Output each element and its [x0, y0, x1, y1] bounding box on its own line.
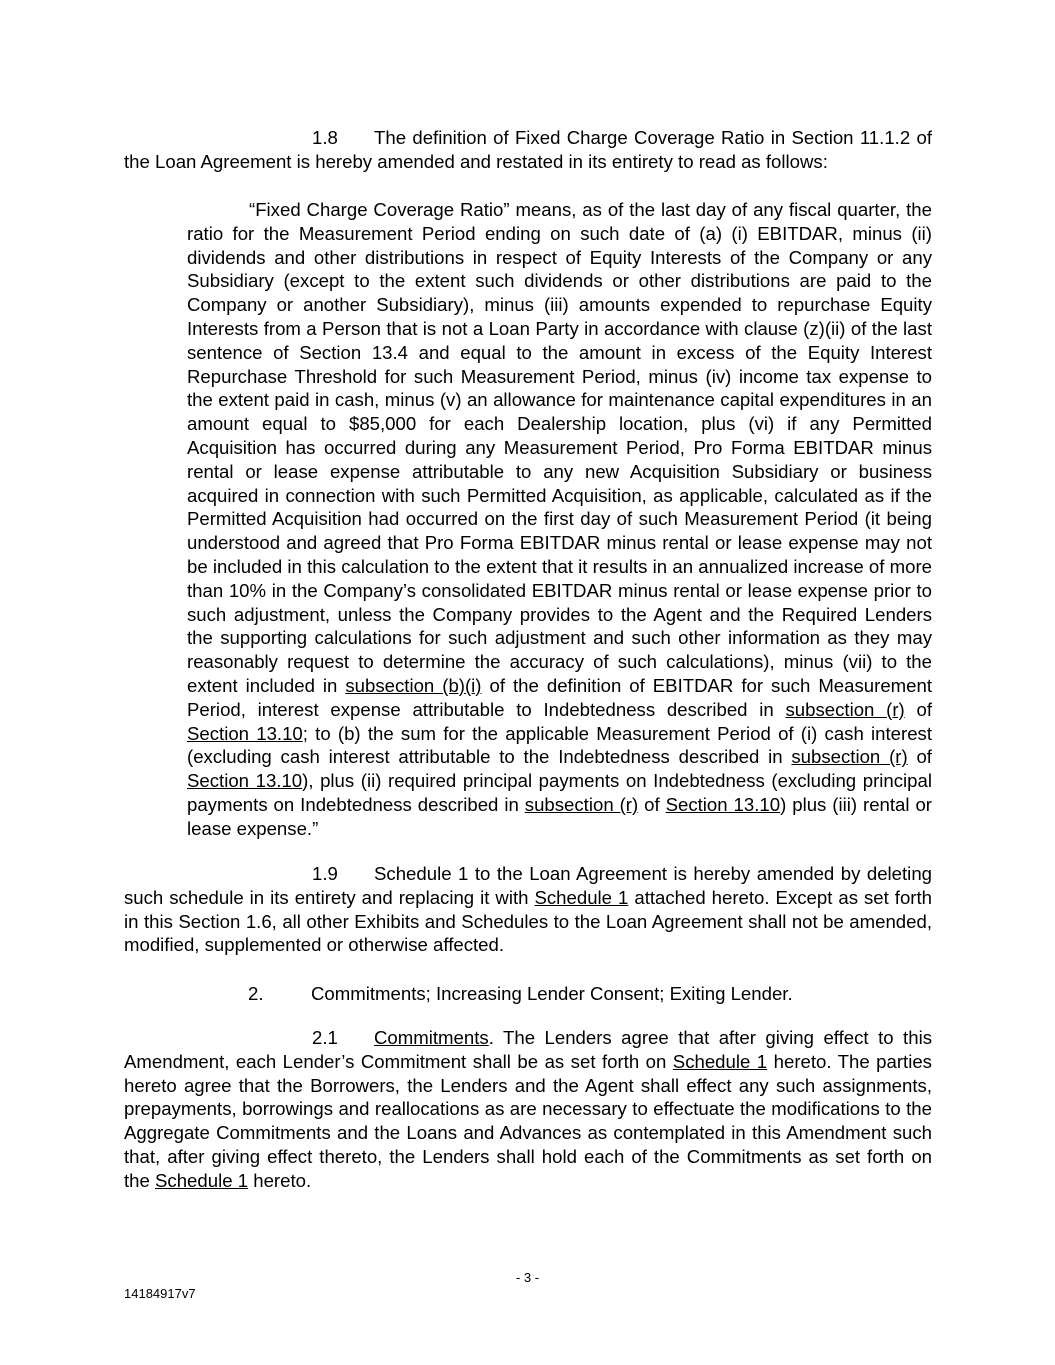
- document-id: 14184917v7: [124, 1286, 196, 1301]
- defined-term: “Fixed Charge Coverage Ratio”: [249, 199, 510, 220]
- section-1-8-paragraph: [124, 126, 932, 174]
- section-title: Commitments; Increasing Lender Consent; Exiting Lender.: [311, 983, 793, 1004]
- cross-reference: subsection (r): [791, 746, 908, 768]
- definition-text: ) plus (iii) rental or lease expense.”: [187, 793, 932, 839]
- paragraph-text: attached hereto. Except as set forth in this Section 1.6, all other Exhibits and Schedules to the Loan Agreement shall not be amended, modified, supplemented or otherwise affected.: [124, 886, 932, 956]
- paragraph-text: The definition of Fixed Charge Coverage Ratio in Section 11.1.2 of the Loan Agreement is hereby amended and restated in its entirety to read as follows:: [124, 127, 932, 172]
- paragraph-text: hereto.: [248, 1169, 312, 1191]
- section-number: 2.1: [312, 1027, 338, 1048]
- cross-reference: Section 13.10: [187, 770, 303, 792]
- paragraph-text: . The Lenders agree that after giving effect to this Amendment, each Lender’s Commitment shall be as set forth on: [124, 1027, 932, 1072]
- section-number: 1.9: [312, 863, 338, 884]
- cross-reference: subsection (b)(i): [345, 674, 482, 696]
- cross-reference: Schedule 1: [672, 1050, 768, 1072]
- definition-text: of the definition of EBITDAR for such Measurement Period, interest expense attributable to Indebtedness described in: [187, 674, 932, 720]
- definition-text: ; to (b) the sum for the applicable Measurement Period of (i) cash interest (excluding cash interest attributable to the Indebtedness described in: [187, 722, 933, 768]
- cross-reference: Schedule 1: [534, 886, 629, 908]
- paragraph-text: hereto. The parties hereto agree that the Borrowers, the Lenders and the Agent shall effect any such assignments, prepayments, borrowings and reallocations as are necessary to effectuate the modifications to the Aggregate Commitments and the Loans and Advances as contemplated in this Amendment such that, after giving effect thereto, the Lenders shall hold each of the Commitments as set forth on the: [124, 1050, 932, 1191]
- section-2-heading: [248, 982, 793, 1006]
- section-heading: Commitments: [374, 1027, 489, 1048]
- cross-reference: subsection (r): [785, 698, 905, 720]
- fixed-charge-coverage-definition: [187, 198, 932, 841]
- page-number: - 3 -: [515, 1270, 540, 1285]
- cross-reference: Section 13.10: [665, 793, 781, 815]
- paragraph-text: Schedule 1 to the Loan Agreement is hereby amended by deleting such schedule in its entirety and replacing it with: [124, 863, 932, 908]
- cross-reference: subsection (r): [524, 793, 639, 815]
- definition-text: of: [638, 793, 666, 815]
- section-2-1-paragraph: [124, 1026, 932, 1193]
- definition-text: means, as of the last day of any fiscal quarter, the ratio for the Measurement Period ending on such date of (a) (i) EBITDAR, minus (ii) dividends and other distributions in respect of Equity Interests of the Company or any Subsidiary (except to the extent such dividends or other distributions are paid to the Company or another Subsidiary), minus (iii) amounts expended to repurchase Equity Interests from a Person that is not a Loan Party in accordance with clause (z)(ii) of the last sentence of Section 13.4 and equal to the amount in excess of the Equity Interest Repurchase Threshold for such Measurement Period, minus (iv) income tax expense to the extent paid in cash, minus (v) an allowance for maintenance capital expenditures in an amount equal to $85,000 for each Dealership location, plus (vi) if any Permitted Acquisition has occurred during any Measurement Period, Pro Forma EBITDAR minus rental or lease expense attributable to any new Acquisition Subsidiary or business acquired in connection with such Permitted Acquisition, as applicable, calculated as if the Permitted Acquisition had occurred on the first day of such Measurement Period (it being understood and agreed that Pro Forma EBITDAR minus rental or lease expense may not be included in this calculation to the extent that it results in an annualized increase of more than 10% in the Company’s consolidated EBITDAR minus rental or lease expense prior to such adjustment, unless the Company provides to the Agent and the Required Lenders the supporting calculations for such adjustment and such other information as they may reasonably request to determine the accuracy of such calculations), minus (vii) to the extent included in: [187, 199, 932, 696]
- section-number: 1.8: [312, 127, 338, 148]
- cross-reference: Schedule 1: [155, 1169, 249, 1191]
- definition-text: of: [907, 746, 932, 768]
- definition-text: ), plus (ii) required principal payments on Indebtedness (excluding principal payments on Indebtedness described in: [187, 770, 932, 815]
- cross-reference: Section 13.10: [187, 722, 303, 744]
- definition-text: of: [904, 698, 932, 720]
- section-number: 2.: [248, 983, 264, 1004]
- section-1-9-paragraph: [124, 862, 932, 957]
